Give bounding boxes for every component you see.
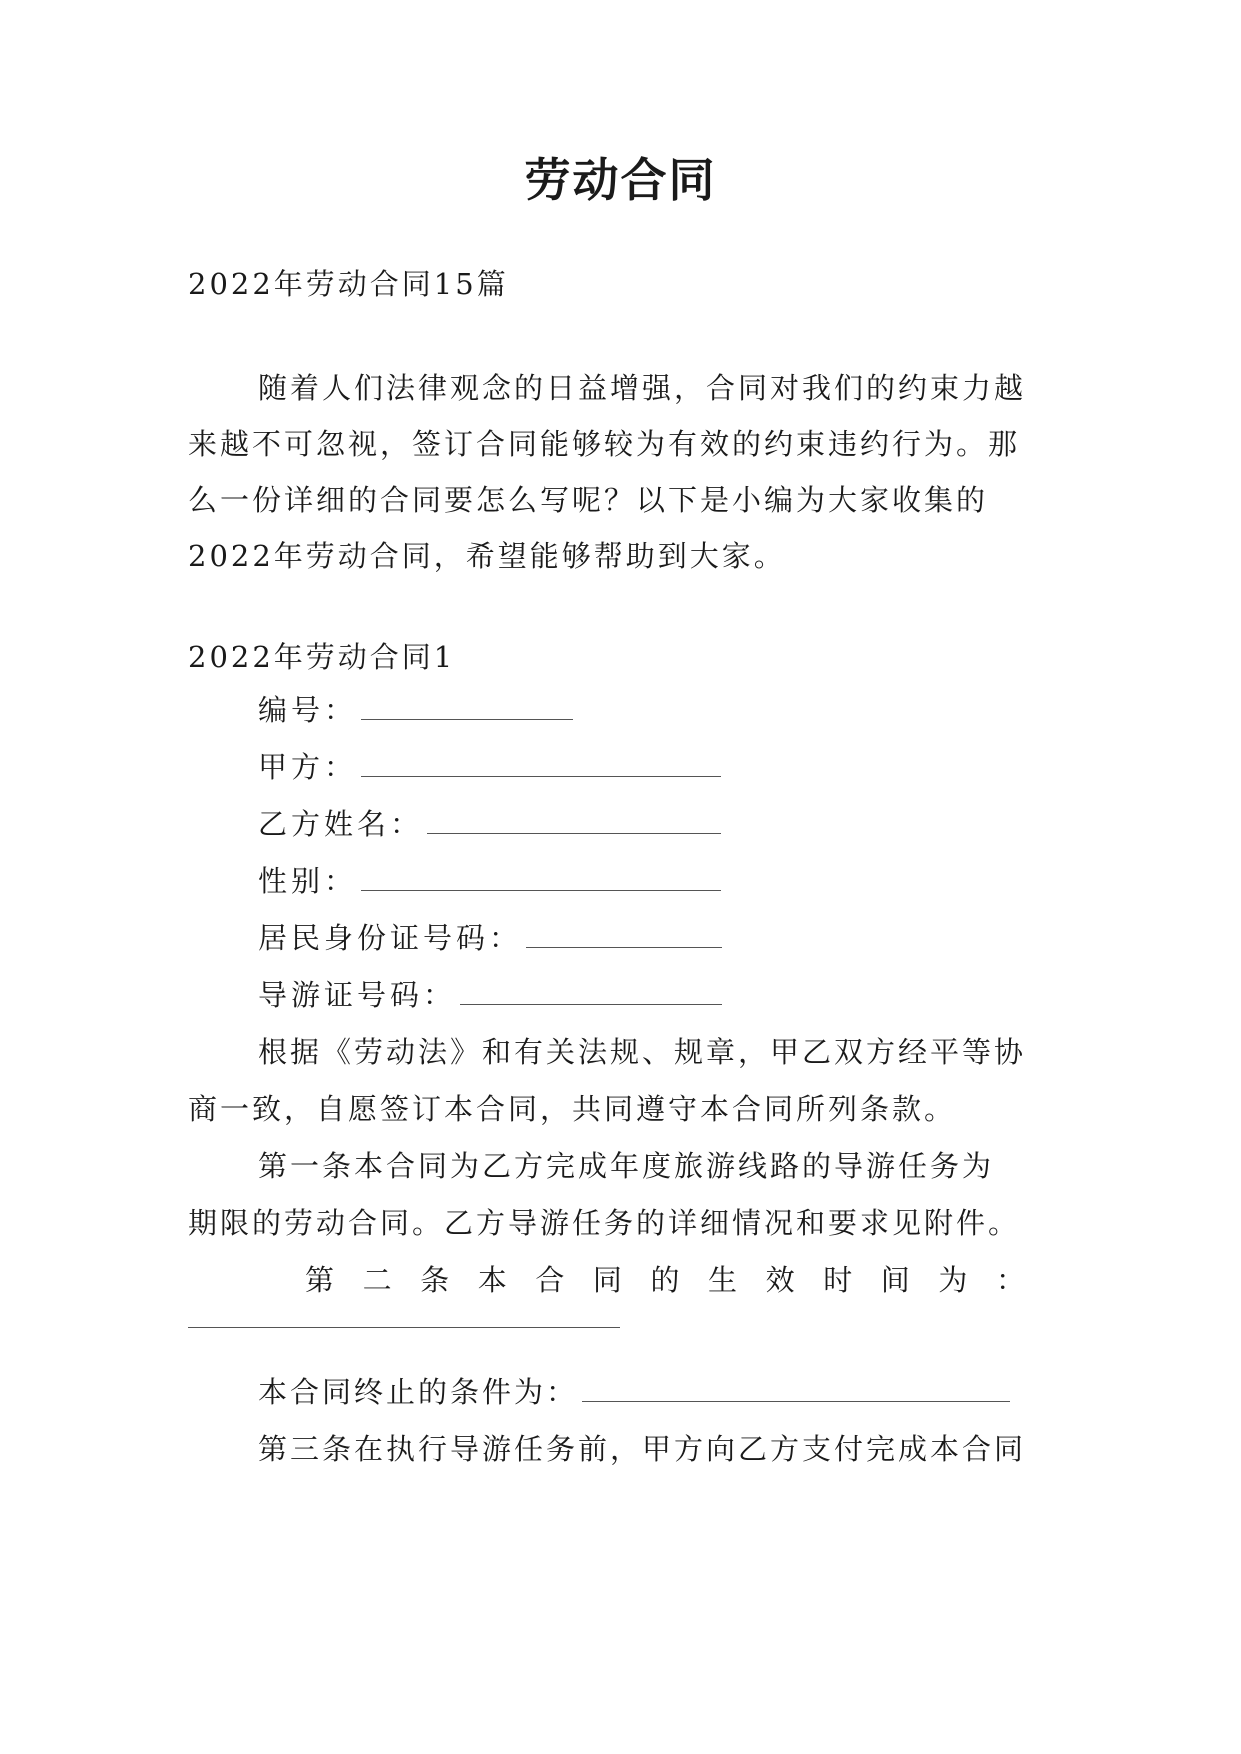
field-guide-license <box>258 975 722 1015</box>
section-heading: 2022年劳动合同1 <box>188 640 456 674</box>
field-party-a-label: 甲方： <box>258 750 358 784</box>
intro-line-1: 随着人们法律观念的日益增强，合同对我们的约束力越 <box>258 371 1027 405</box>
article2-char: 第 <box>305 1263 335 1297</box>
article2-char: 间 <box>880 1263 910 1297</box>
termination-blank <box>582 1379 1010 1402</box>
article2-char: 合 <box>535 1263 565 1297</box>
field-party-b-name-label: 乙方姓名： <box>258 807 424 841</box>
intro-line-2: 来越不可忽视，签订合同能够较为有效的约束违约行为。那 <box>188 427 1021 461</box>
article2-char: 条 <box>420 1263 450 1297</box>
field-number <box>258 690 573 730</box>
document-subtitle: 2022年劳动合同15篇 <box>188 267 509 301</box>
field-number-blank <box>361 697 573 720</box>
article2-char: 为 <box>938 1263 968 1297</box>
field-gender-label: 性别： <box>258 864 358 898</box>
article2-char: 效 <box>765 1263 795 1297</box>
article1-line-1: 第一条本合同为乙方完成年度旅游线路的导游任务为 <box>258 1149 995 1183</box>
field-gender <box>258 861 721 901</box>
intro-line-4: 2022年劳动合同，希望能够帮助到大家。 <box>188 539 786 573</box>
termination-label: 本合同终止的条件为： <box>258 1375 579 1409</box>
article2-char: ： <box>995 1263 1025 1297</box>
effective-date-blank <box>188 1327 620 1328</box>
field-party-a-blank <box>361 754 721 777</box>
field-party-b-name <box>258 804 721 844</box>
field-party-b-name-blank <box>427 811 721 834</box>
field-id-number <box>258 918 722 958</box>
article2-char: 的 <box>650 1263 680 1297</box>
article2-char: 时 <box>823 1263 853 1297</box>
article3-line-1: 第三条在执行导游任务前，甲方向乙方支付完成本合同 <box>258 1432 1027 1466</box>
document-title: 劳动合同 <box>524 153 717 207</box>
article2-line <box>305 1260 1025 1300</box>
article2-char: 同 <box>592 1263 622 1297</box>
field-guide-license-label: 导游证号码： <box>258 978 457 1012</box>
termination-condition <box>258 1372 1010 1412</box>
field-guide-license-blank <box>460 982 722 1005</box>
article2-char: 本 <box>477 1263 507 1297</box>
field-id-number-blank <box>526 925 722 948</box>
field-id-number-label: 居民身份证号码： <box>258 921 523 955</box>
article2-char: 二 <box>362 1263 392 1297</box>
article2-char: 生 <box>708 1263 738 1297</box>
article1-line-2: 期限的劳动合同。乙方导游任务的详细情况和要求见附件。 <box>188 1206 1021 1240</box>
field-party-a <box>258 747 721 787</box>
intro-line-3: 么一份详细的合同要怎么写呢？以下是小编为大家收集的 <box>188 483 989 517</box>
field-number-label: 编号： <box>258 693 358 727</box>
basis-line-1: 根据《劳动法》和有关法规、规章，甲乙双方经平等协 <box>258 1035 1027 1069</box>
field-gender-blank <box>361 868 721 891</box>
basis-line-2: 商一致，自愿签订本合同，共同遵守本合同所列条款。 <box>188 1092 957 1126</box>
